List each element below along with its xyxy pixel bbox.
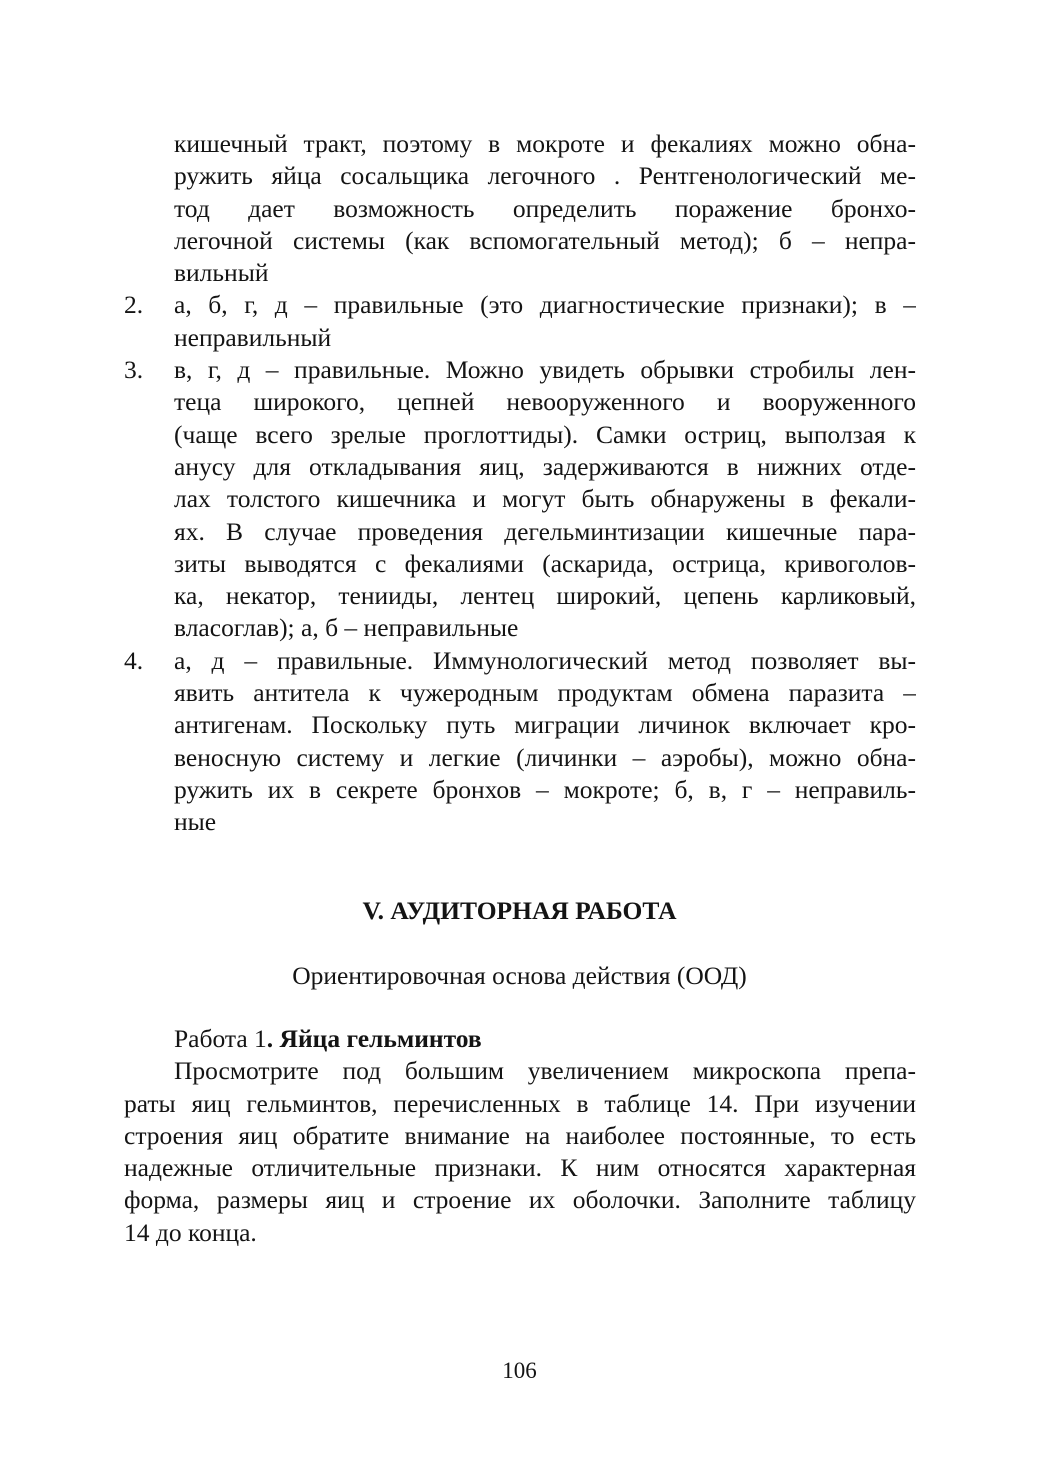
text-line: власоглав); а, б – неправильные [174,613,519,643]
text-line: зиты выводятся с фекалиями (аскарида, острица, кривоголов- [174,548,916,578]
text-line: теца широкого, цепней невооруженного и вооруженного [174,387,916,417]
answers-list [124,128,916,839]
text-line: форма, размеры яиц и строение их оболочки. Заполните таблицу [124,1185,916,1215]
list-item-number: 2. [124,290,144,320]
work-title-bold: . Яйца гельминтов [266,1024,482,1053]
text-line: неправильный [174,322,332,352]
text-line: раты яиц гельминтов, перечисленных в таблице 14. При изучении [124,1088,916,1118]
text-line: а, б, г, д – правильные (это диагностические признаки); в – [174,290,916,320]
text-line: явить антитела к чужеродным продуктам обмена паразита – [174,678,916,708]
work-title [124,1023,916,1055]
text-line: Просмотрите под большим увеличением микроскопа препа- [174,1056,916,1086]
list-item [124,645,916,839]
text-line: легочной системы (как вспомогательный метод); б – непра- [174,225,916,255]
section-heading: V. АУДИТОРНАЯ РАБОТА [362,896,677,925]
text-line: тод дает возможность определить поражение бронхо- [174,193,916,223]
work-title-label: Работа 1 [174,1024,267,1053]
text-line: надежные отличительные признаки. К ним относятся характерная [124,1153,916,1183]
text-line: ка, некатор, тенииды, лентец широкий, цепень карликовый, [174,581,916,611]
text-line: анусу для откладывания яиц, задерживаются в нижних отде- [174,451,916,481]
list-item [124,289,916,354]
text-line: ные [174,807,217,837]
text-line: лах толстого кишечника и могут быть обнаружены в фекали- [174,484,916,514]
text-line: (чаще всего зрелые проглоттиды). Самки остриц, выползая к [174,419,916,449]
text-line: строения яиц обратите внимание на наиболее постоянные, то есть [124,1120,916,1150]
text-line: вильный [174,258,269,288]
text-line: ях. В случае проведения дегельминтизации кишечные пара- [174,516,916,546]
text-line: кишечный тракт, поэтому в мокроте и фекалиях можно обна- [174,129,916,158]
page-number: 106 [502,1358,537,1383]
text-line: веносную систему и легкие (личинки – аэробы), можно обна- [174,742,916,772]
work-section [124,1023,916,1249]
list-item [124,354,916,645]
list-item-number: 4. [124,645,144,675]
text-line: ружить их в секрете бронхов – мокроте; б, в, г – неправиль- [174,774,916,804]
section-subheading: Ориентировочная основа действия (ООД) [292,961,747,990]
text-line: антигенам. Поскольку путь миграции личинок включает кро- [174,710,916,740]
text-line: 14 до конца. [124,1217,257,1247]
text-line: в, г, д – правильные. Можно увидеть обрывки стробилы лен- [174,355,916,385]
text-line: а, д – правильные. Иммунологический метод позволяет вы- [174,645,916,675]
list-item-number: 3. [124,355,144,385]
text-line: ружить яйца сосальщика легочного . Рентгенологический ме- [174,161,916,191]
